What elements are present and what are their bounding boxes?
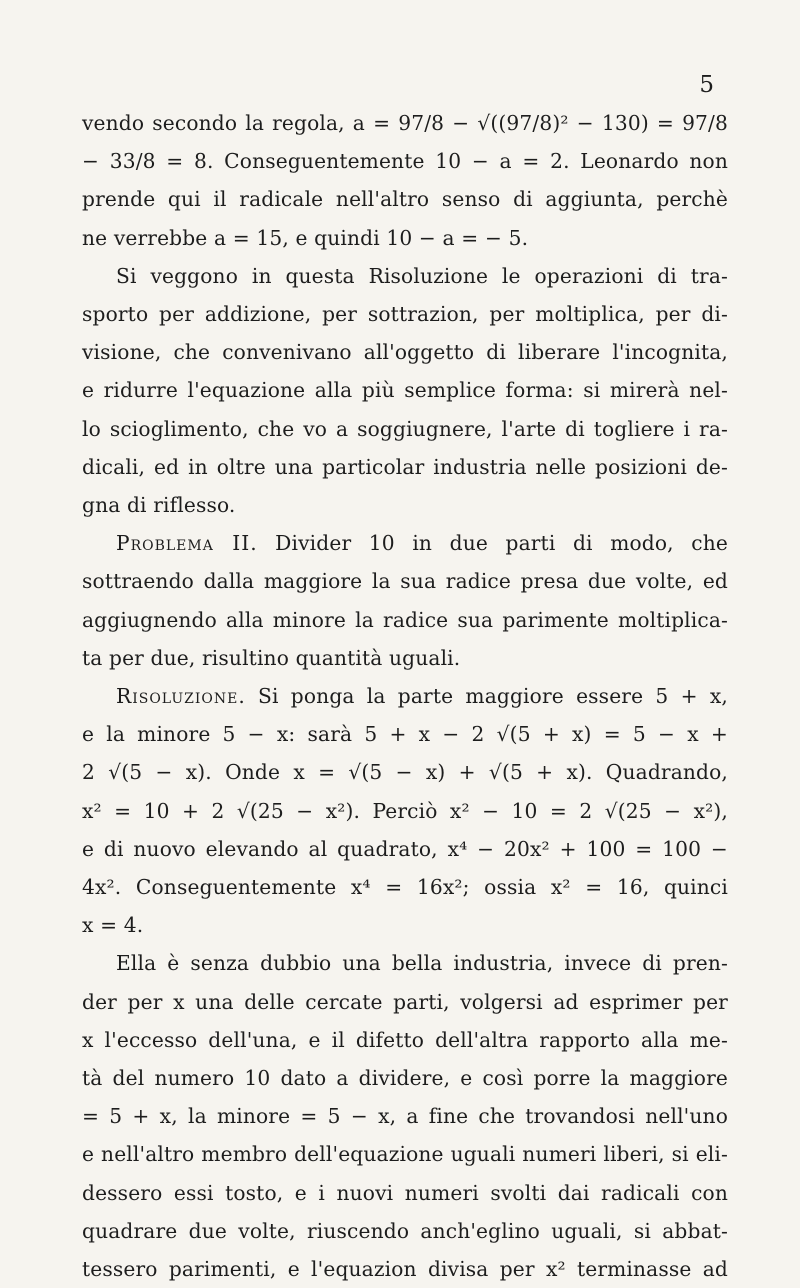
text-line: gna di riflesso. [82, 493, 236, 518]
text-line: e la minore 5 − x: sarà 5 + x − 2 √(5 + x) = 5 − x + [82, 722, 728, 747]
text-line: vendo secondo la regola, a = 97/8 − √((97/8)² − 130) = 97/8 [82, 111, 728, 135]
text-line: Si veggono in questa Risoluzione le operazioni di tra- [116, 263, 728, 288]
text-line: x² = 10 + 2 √(25 − x²). Perciò x² − 10 = 2 √(25 − x²), [82, 798, 728, 823]
text-line: = 5 + x, la minore = 5 − x, a fine che trovandosi nell'uno [82, 1104, 728, 1129]
text-line: dessero essi tosto, e i nuovi numeri svolti dai radicali con [82, 1180, 728, 1205]
text-line: sporto per addizione, per sottrazion, per moltiplica, per di- [82, 302, 728, 327]
paragraph-problema [82, 524, 728, 677]
text-line: tessero parimenti, e l'equazion divisa per x² terminasse ad [82, 1257, 728, 1282]
text-line: der per x una delle cercate parti, volgersi ad esprimer per [82, 989, 728, 1014]
text-line: e ridurre l'equazione alla più semplice forma: si mirerà nel- [82, 378, 728, 403]
text-line: lo scioglimento, che vo a soggiugnere, l'arte di togliere i ra- [82, 416, 728, 441]
paragraph-final [82, 944, 728, 1288]
text-line: dicali, ed in oltre una particolar industria nelle posizioni de- [82, 454, 728, 479]
text-line [82, 524, 728, 562]
text-line: 2 √(5 − x). Onde x = √(5 − x) + √(5 + x). Quadrando, [82, 760, 728, 785]
text-line: ne verrebbe a = 15, e quindi 10 − a = − 5. [82, 225, 529, 250]
paragraph-intro [82, 104, 728, 257]
text-line [82, 677, 728, 715]
text-line: ta per due, risultino quantità uguali. [82, 645, 461, 670]
text-line: prende qui il radicale nell'altro senso di aggiunta, perchè [82, 187, 728, 212]
risoluzione-text: Si ponga la parte maggiore essere 5 + x, [257, 684, 728, 709]
text-line: visione, che convenivano all'oggetto di liberare l'incognita, [82, 340, 728, 365]
page-body [82, 104, 728, 1288]
page-number: 5 [699, 72, 714, 98]
text-line: − 33/8 = 8. Conseguentemente 10 − a = 2. Leonardo non [82, 149, 728, 174]
text-line: sottraendo dalla maggiore la sua radice presa due volte, ed [82, 569, 728, 594]
risoluzione-label: Risoluzione. [116, 684, 246, 709]
paragraph-risoluzione [82, 677, 728, 944]
text-line: e di nuovo elevando al quadrato, x⁴ − 20x² + 100 = 100 − [82, 836, 728, 861]
text-line: x l'eccesso dell'una, e il difetto dell'altra rapporto alla me- [82, 1027, 728, 1052]
text-line: quadrare due volte, riuscendo anch'eglino uguali, si abbat- [82, 1218, 728, 1243]
text-line: x = 4. [82, 913, 144, 938]
text-line: e nell'altro membro dell'equazione uguali numeri liberi, si eli- [82, 1142, 728, 1167]
problema-text: Divider 10 in due parti di modo, che [275, 531, 728, 556]
text-line: 4x². Conseguentemente x⁴ = 16x²; ossia x² = 16, quinci [82, 875, 728, 900]
text-line: aggiugnendo alla minore la radice sua parimente moltiplica- [82, 607, 728, 632]
text-line: Ella è senza dubbio una bella industria, invece di pren- [116, 951, 728, 976]
text-line: tà del numero 10 dato a dividere, e così porre la maggiore [82, 1066, 728, 1091]
problema-label: Problema II. [116, 531, 258, 556]
paragraph-operations [82, 257, 728, 524]
